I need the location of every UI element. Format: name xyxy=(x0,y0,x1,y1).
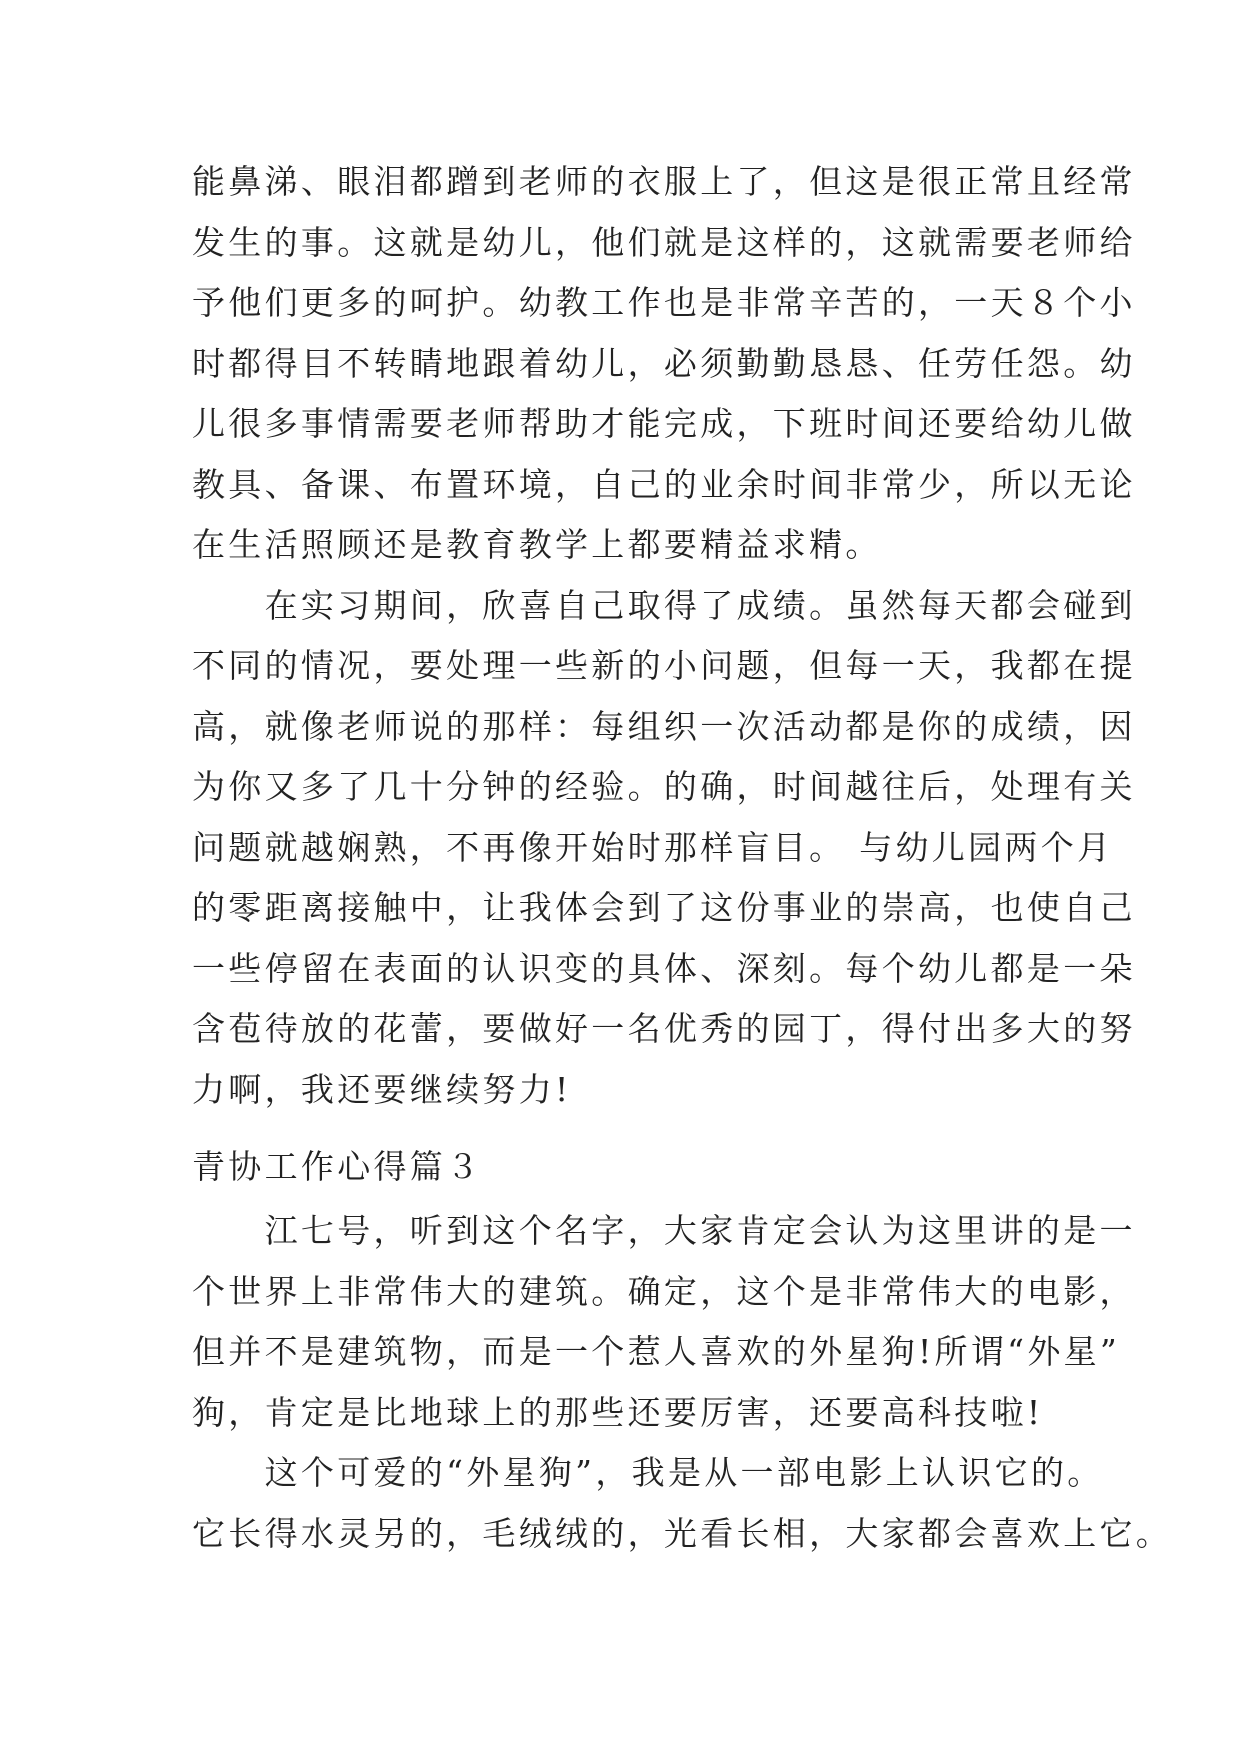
body-line: 它长得水灵另的，毛绒绒的，光看长相，大家都会喜欢上它。 xyxy=(192,1513,1173,1553)
body-line: 能鼻涕、眼泪都蹭到老师的衣服上了，但这是很正常且经常 xyxy=(192,162,1136,201)
body-line: 狗，肯定是比地球上的那些还要厉害，还要高科技啦! xyxy=(192,1392,1044,1432)
body-line: 力啊，我还要继续努力! xyxy=(192,1069,572,1109)
body-line: 一些停留在表面的认识变的具体、深刻。每个幼儿都是一朵 xyxy=(192,948,1136,988)
body-line: 这个可爱的“外星狗”，我是从一部电影上认识它的。 xyxy=(192,1453,1104,1492)
body-line: 江七号，听到这个名字，大家肯定会认为这里讲的是一 xyxy=(192,1211,1136,1250)
body-line: 个世界上非常伟大的建筑。确定，这个是非常伟大的电影， xyxy=(192,1271,1136,1311)
article-body-continued xyxy=(192,152,1136,1120)
body-line: 时都得目不转睛地跟着幼儿，必须勤勤恳恳、任劳任怨。幼 xyxy=(192,343,1136,383)
section-3-body xyxy=(192,1201,1173,1564)
body-line: 予他们更多的呵护。幼教工作也是非常辛苦的，一天８个小 xyxy=(192,283,1136,322)
section-heading: 青协工作心得篇３ xyxy=(192,1147,483,1186)
body-line: 的零距离接触中，让我体会到了这份事业的崇高，也使自己 xyxy=(192,888,1136,927)
body-line: 教具、备课、布置环境，自己的业余时间非常少，所以无论 xyxy=(192,464,1136,504)
body-line: 为你又多了几十分钟的经验。的确，时间越往后，处理有关 xyxy=(192,767,1136,806)
body-line: 问题就越娴熟，不再像开始时那样盲目。 与幼儿园两个月 xyxy=(192,827,1114,867)
body-line: 在实习期间，欣喜自己取得了成绩。虽然每天都会碰到 xyxy=(192,585,1136,625)
body-line: 含苞待放的花蕾，要做好一名优秀的园丁，得付出多大的努 xyxy=(192,1009,1136,1048)
body-line: 不同的情况，要处理一些新的小问题，但每一天，我都在提 xyxy=(192,646,1136,685)
body-line: 高，就像老师说的那样：每组织一次活动都是你的成绩，因 xyxy=(192,706,1136,746)
body-line: 发生的事。这就是幼儿，他们就是这样的，这就需要老师给 xyxy=(192,222,1136,262)
body-line: 在生活照顾还是教育教学上都要精益求精。 xyxy=(192,525,882,564)
body-line: 但并不是建筑物，而是一个惹人喜欢的外星狗!所谓“外星” xyxy=(192,1332,1121,1371)
body-line: 儿很多事情需要老师帮助才能完成，下班时间还要给幼儿做 xyxy=(192,404,1136,443)
